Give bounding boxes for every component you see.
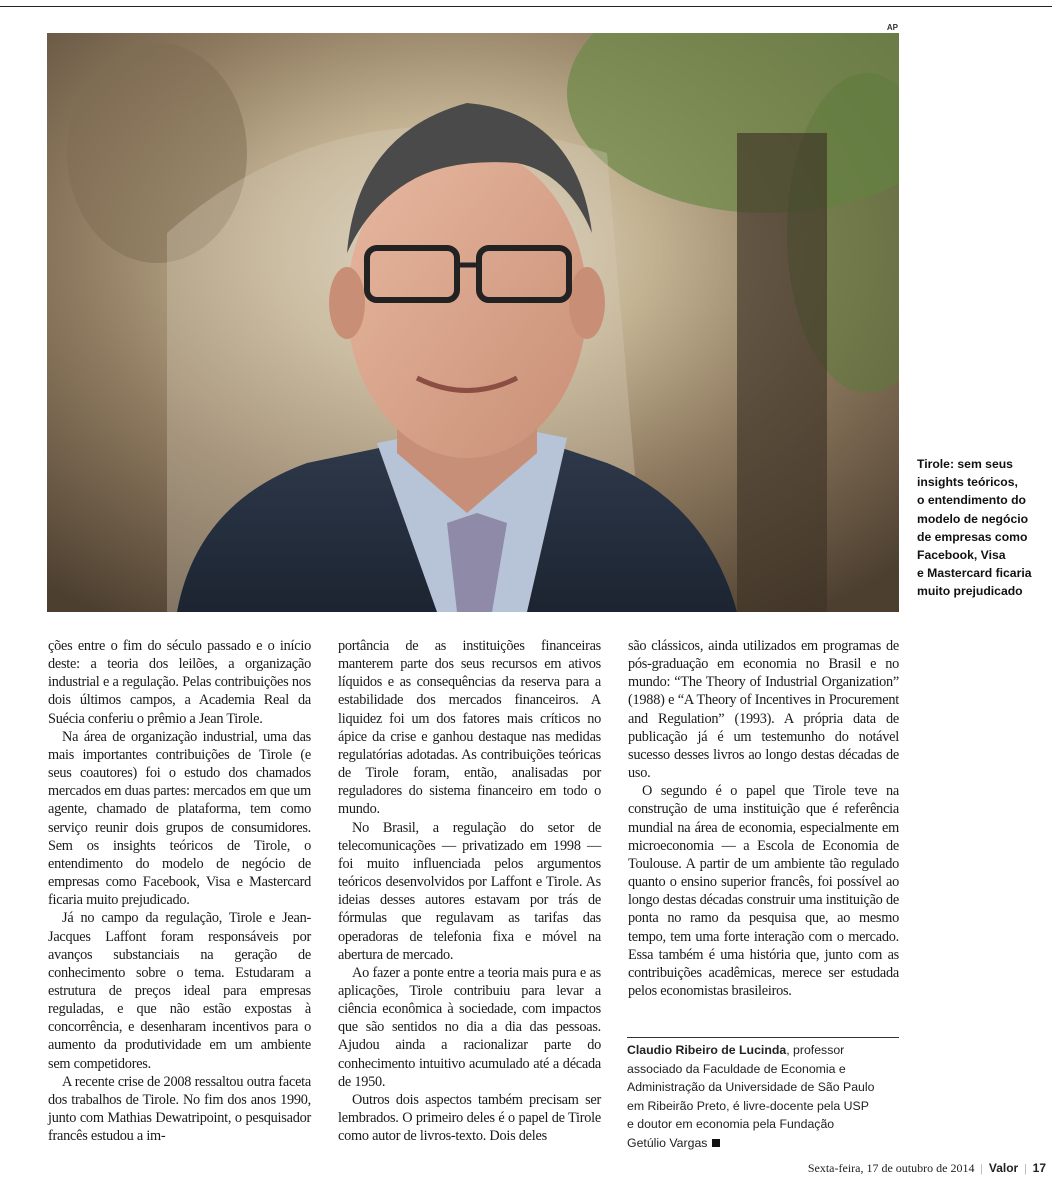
article-paragraph: portância de as instituições financeiras manterem parte dos seus recursos em ativos líquidos e as consequências da reserva para a estabilidade dos mercados financeiros. A liquidez foi um dos fatores mais críticos no ápice da crise e ganhou destaque nas medidas regulatórias adotadas. As contribuições teóricas de Tirole foram, então, analisadas por reguladores do sistema financeiro em todo o mundo. bbox=[338, 638, 601, 818]
caption-line: muito prejudicado bbox=[917, 584, 1023, 599]
bio-line: em Ribeirão Preto, é livre-docente pela USP bbox=[627, 1098, 869, 1113]
photo-credit: AP bbox=[886, 23, 898, 32]
caption-line: modelo de negócio bbox=[917, 511, 1029, 526]
article-paragraph: são clássicos, ainda utilizados em programas de pós-graduação em economia no Brasil e no mundo: “The Theory of Industrial Organization” (1988) e “A Theory of Incentives in Procurement and Regulation” (1993). A própria data de publicação já é um testemunho do notável sucesso desses livros ao longo destas décadas de uso. bbox=[628, 638, 899, 782]
top-rule bbox=[0, 6, 1052, 7]
footer-separator: | bbox=[1024, 1161, 1027, 1175]
article-paragraph: Já no campo da regulação, Tirole e Jean-Jacques Laffont foram responsáveis por avanços substanciais na geração de conhecimento sobre o tema. Estudaram a estrutura de preços ideal para empresas reguladas, e que não estão expostas à concorrência, e desenharam incentivos para o aumento da produtividade em um ambiente sem competidores. bbox=[48, 910, 311, 1072]
bio-line: e doutor em economia pela Fundação bbox=[627, 1117, 835, 1132]
caption-line: e Mastercard ficaria bbox=[917, 566, 1032, 581]
bio-line bbox=[627, 1041, 899, 1060]
article-paragraph: No Brasil, a regulação do setor de telecomunicações — privatizado em 1998 — foi muito influenciada pelos argumentos teóricos desenvolvidos por Laffont e Tirole. As ideias desses autores estavam por trás de fórmulas que regulavam as tarifas das operadoras de telefonia fixa e móvel na abertura de mercado. bbox=[338, 819, 601, 963]
article-column-1 bbox=[48, 637, 311, 1145]
article-paragraph: Ao fazer a ponte entre a teoria mais pura e as aplicações, Tirole contribuiu para levar a ciência econômica à sociedade, com impactos que são sentidos no dia a dia das pessoas. Ajudou ainda a racionalizar parte do conhecimento intuitivo acumulado até a década de 1950. bbox=[338, 964, 601, 1090]
caption-line: o entendimento do bbox=[917, 493, 1027, 508]
bio-line: associado da Faculdade de Economia e bbox=[627, 1061, 846, 1076]
portrait-photo-icon bbox=[47, 33, 899, 612]
article-column-2 bbox=[338, 637, 601, 1145]
page-number: 17 bbox=[1032, 1161, 1046, 1175]
caption-line: Facebook, Visa bbox=[917, 548, 1006, 563]
article-column-3 bbox=[628, 637, 899, 1000]
article-paragraph: O segundo é o papel que Tirole teve na construção de uma instituição que é referência mundial na área de economia, especialmente em microeconomia — a Escola de Economia de Toulouse. A partir de um ambiente tão regulado quanto o ensino superior francês, foi possível ao longo destas décadas construir uma instituição de ponta no ramo da pesquisa que, ao mesmo tempo, tem uma forte interação com o mercado. Essa também é uma história que, junto com as contribuições acadêmicas, merece ser estudada pelos economistas brasileiros. bbox=[628, 783, 899, 999]
article-paragraph: A recente crise de 2008 ressaltou outra faceta dos trabalhos de Tirole. No fim dos anos 1990, junto com Mathias Dewatripoint, o pesquisador francês estudou a im- bbox=[48, 1073, 311, 1145]
end-mark-icon bbox=[712, 1139, 720, 1147]
caption-line: de empresas como bbox=[917, 529, 1028, 544]
author-bio bbox=[627, 1041, 899, 1153]
footer-date: Sexta-feira, 17 de outubro de 2014 bbox=[807, 1161, 975, 1175]
caption-line: insights teóricos, bbox=[917, 475, 1018, 490]
caption-line: Tirole: sem seus bbox=[917, 457, 1013, 471]
bio-last-line: Getúlio Vargas bbox=[627, 1135, 708, 1150]
bio-line: Administração da Universidade de São Paulo bbox=[627, 1080, 875, 1095]
photo-caption bbox=[917, 455, 1049, 601]
page-footer bbox=[808, 1161, 1046, 1176]
article-paragraph: ções entre o fim do século passado e o início deste: a teoria dos leilões, a organização industrial e a regulação. Pelas contribuições nos dois últimos campos, a Academia Real da Suécia conferiu o prêmio a Jean Tirole. bbox=[48, 638, 311, 727]
bio-divider bbox=[627, 1037, 899, 1038]
article-paragraph: Na área de organização industrial, uma das mais importantes contribuições de Tirole (e seus coautores) foi o estudo dos chamados mercados em duas partes: mercados em que um agente, chamado de plataforma, tem como serviço reunir dois grupos de consumidores. Sem os insights teóricos de Tirole, o entendimento do modelo de negócio de empresas como Facebook, Visa e Mastercard ficaria muito prejudicado. bbox=[48, 728, 311, 909]
bio-line-rest: , professor bbox=[786, 1043, 845, 1057]
footer-brand: Valor bbox=[988, 1161, 1019, 1175]
author-name: Claudio Ribeiro de Lucinda bbox=[627, 1043, 787, 1057]
bio-line bbox=[627, 1134, 899, 1153]
article-photo bbox=[47, 33, 899, 612]
footer-separator: | bbox=[980, 1161, 983, 1175]
article-paragraph: Outros dois aspectos também precisam ser lembrados. O primeiro deles é o papel de Tirole como autor de livros-texto. Dois deles bbox=[338, 1091, 601, 1145]
